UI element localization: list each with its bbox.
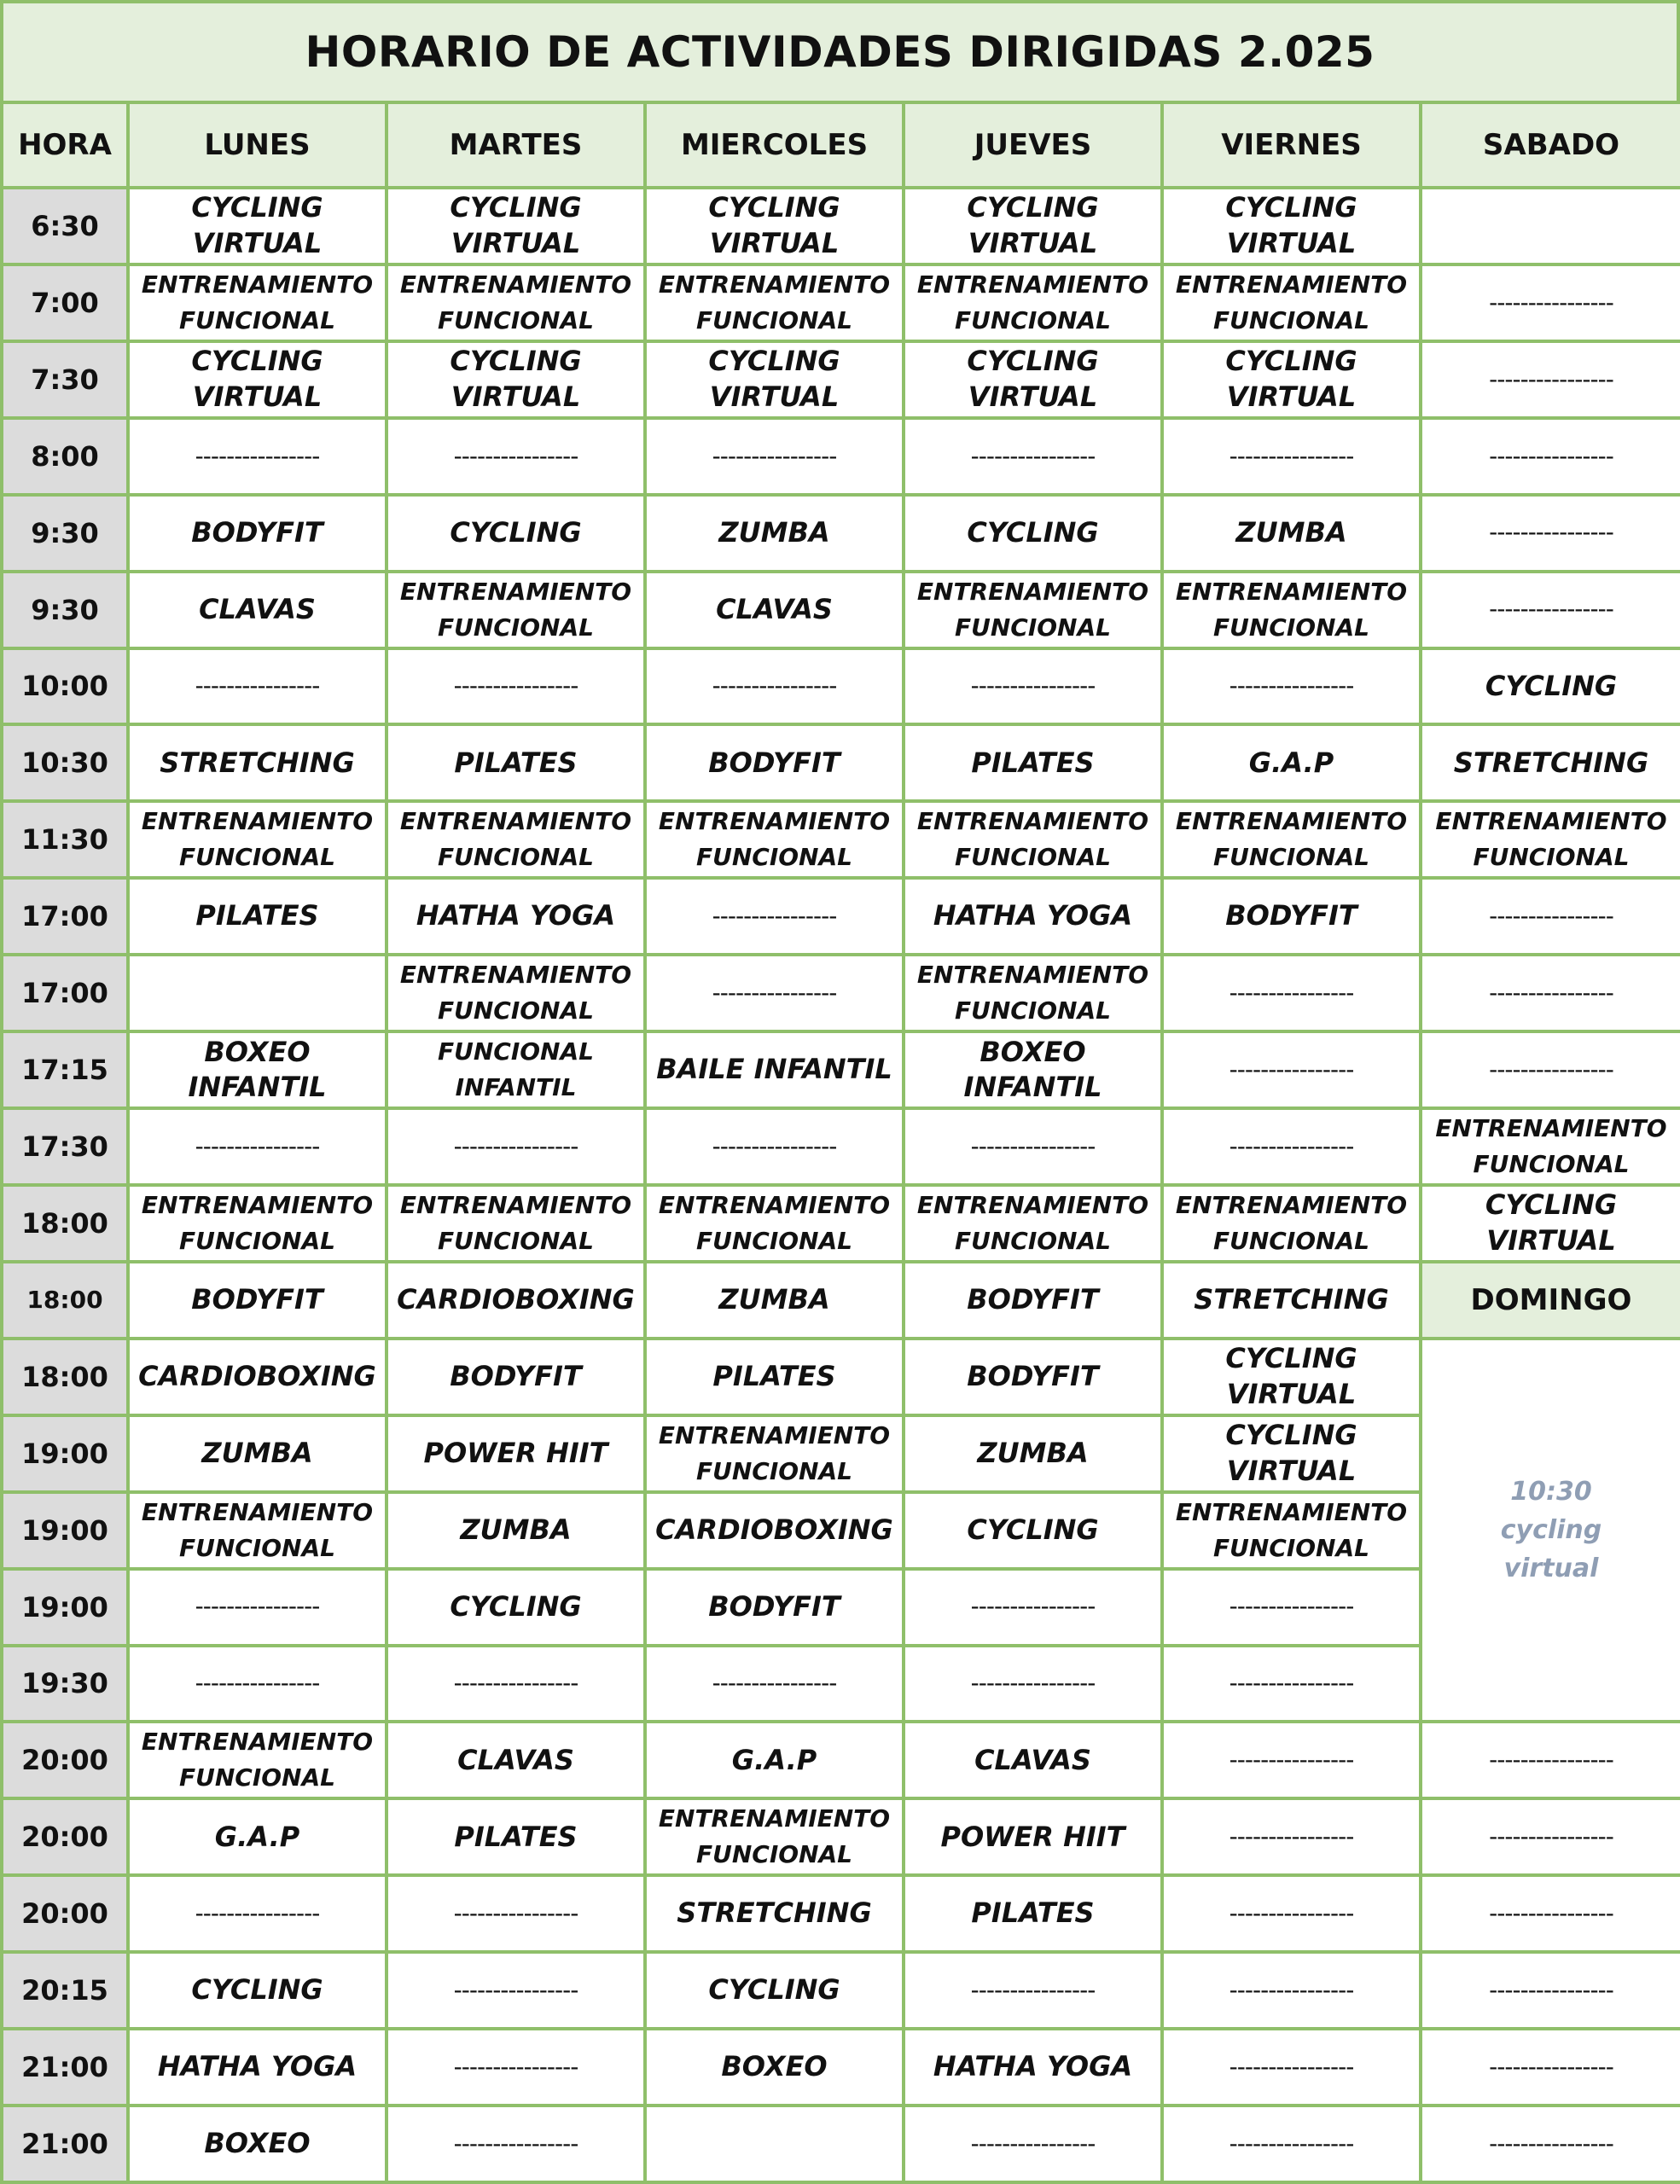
hora-cell: 17:30 [2, 1108, 128, 1185]
cell-jueves: ENTRENAMIENTO FUNCIONAL [904, 955, 1162, 1031]
domingo-note-text: 10:30 cycling virtual [1500, 1477, 1602, 1584]
cell-jueves: ---------------- [904, 1952, 1162, 2029]
cell-sabado: ---------------- [1421, 1875, 1680, 1952]
cell-viernes: ---------------- [1162, 2106, 1421, 2182]
table-row [2, 495, 1680, 572]
header-row [2, 102, 1680, 188]
cell-sabado [1421, 188, 1680, 264]
cell-miercoles: BAILE INFANTIL [645, 1031, 904, 1108]
cell-viernes: ENTRENAMIENTO FUNCIONAL [1162, 1185, 1421, 1262]
cell-lunes [128, 955, 387, 1031]
cell-miercoles: ENTRENAMIENTO FUNCIONAL [645, 1798, 904, 1875]
header-martes: MARTES [387, 102, 645, 188]
cell-sabado: ---------------- [1421, 2106, 1680, 2182]
title-bar [0, 0, 1680, 104]
cell-viernes: ZUMBA [1162, 495, 1421, 572]
cell-martes: ENTRENAMIENTO FUNCIONAL [387, 801, 645, 878]
cell-sabado: ---------------- [1421, 572, 1680, 648]
cell-viernes: ---------------- [1162, 1952, 1421, 2029]
table-row [2, 1262, 1680, 1339]
cell-miercoles: PILATES [645, 1339, 904, 1415]
schedule-body [2, 188, 1680, 2182]
cell-jueves: ENTRENAMIENTO FUNCIONAL [904, 572, 1162, 648]
cell-miercoles: CYCLING [645, 1952, 904, 2029]
cell-jueves: ---------------- [904, 648, 1162, 725]
cell-lunes: ---------------- [128, 1569, 387, 1646]
cell-lunes: CYCLING VIRTUAL [128, 188, 387, 264]
table-row [2, 724, 1680, 801]
cell-martes: PILATES [387, 724, 645, 801]
hora-cell: 8:00 [2, 418, 128, 495]
cell-viernes: BODYFIT [1162, 878, 1421, 955]
cell-miercoles: G.A.P [645, 1722, 904, 1798]
cell-martes: ---------------- [387, 418, 645, 495]
table-row [2, 1108, 1680, 1185]
cell-jueves: ---------------- [904, 1108, 1162, 1185]
table-row [2, 2106, 1680, 2182]
cell-martes: CLAVAS [387, 1722, 645, 1798]
hora-cell: 17:00 [2, 955, 128, 1031]
hora-cell: 20:00 [2, 1875, 128, 1952]
cell-miercoles: BODYFIT [645, 724, 904, 801]
table-row [2, 572, 1680, 648]
cell-sabado: STRETCHING [1421, 724, 1680, 801]
cell-jueves: CYCLING VIRTUAL [904, 341, 1162, 418]
cell-martes: CYCLING VIRTUAL [387, 188, 645, 264]
cell-lunes: ---------------- [128, 418, 387, 495]
cell-martes: BODYFIT [387, 1339, 645, 1415]
cell-martes: ENTRENAMIENTO FUNCIONAL [387, 955, 645, 1031]
cell-viernes: CYCLING VIRTUAL [1162, 341, 1421, 418]
cell-sabado: ---------------- [1421, 2029, 1680, 2106]
cell-lunes: ZUMBA [128, 1415, 387, 1492]
cell-miercoles: ENTRENAMIENTO FUNCIONAL [645, 264, 904, 341]
cell-lunes: G.A.P [128, 1798, 387, 1875]
cell-sabado: ---------------- [1421, 1798, 1680, 1875]
cell-sabado: ---------------- [1421, 1722, 1680, 1798]
cell-jueves: CYCLING [904, 495, 1162, 572]
cell-martes: ---------------- [387, 1875, 645, 1952]
header-miercoles: MIERCOLES [645, 102, 904, 188]
cell-sabado: ---------------- [1421, 495, 1680, 572]
domingo-note [1421, 1339, 1680, 1722]
hora-cell: 17:15 [2, 1031, 128, 1108]
cell-martes: CYCLING VIRTUAL [387, 341, 645, 418]
header-lunes: LUNES [128, 102, 387, 188]
cell-lunes: CARDIOBOXING [128, 1339, 387, 1415]
cell-viernes: ENTRENAMIENTO FUNCIONAL [1162, 801, 1421, 878]
cell-martes: HATHA YOGA [387, 878, 645, 955]
cell-miercoles: ZUMBA [645, 495, 904, 572]
table-row [2, 2029, 1680, 2106]
cell-lunes: STRETCHING [128, 724, 387, 801]
cell-jueves: ENTRENAMIENTO FUNCIONAL [904, 1185, 1162, 1262]
cell-lunes: ---------------- [128, 1108, 387, 1185]
cell-miercoles: ---------------- [645, 878, 904, 955]
cell-lunes: ENTRENAMIENTO FUNCIONAL [128, 1185, 387, 1262]
cell-jueves: ---------------- [904, 1646, 1162, 1722]
cell-miercoles: ---------------- [645, 955, 904, 1031]
cell-jueves: PILATES [904, 724, 1162, 801]
cell-miercoles: ---------------- [645, 418, 904, 495]
cell-martes: CARDIOBOXING [387, 1262, 645, 1339]
cell-viernes: CYCLING VIRTUAL [1162, 1415, 1421, 1492]
cell-lunes: CYCLING [128, 1952, 387, 2029]
hora-cell: 10:30 [2, 724, 128, 801]
cell-jueves: CYCLING VIRTUAL [904, 188, 1162, 264]
cell-jueves: BOXEO INFANTIL [904, 1031, 1162, 1108]
cell-jueves: BODYFIT [904, 1262, 1162, 1339]
cell-sabado: CYCLING [1421, 648, 1680, 725]
cell-lunes: BODYFIT [128, 495, 387, 572]
cell-viernes: ---------------- [1162, 648, 1421, 725]
header-jueves: JUEVES [904, 102, 1162, 188]
cell-lunes: ENTRENAMIENTO FUNCIONAL [128, 264, 387, 341]
header-viernes: VIERNES [1162, 102, 1421, 188]
cell-martes: CYCLING [387, 1569, 645, 1646]
domingo-header: DOMINGO [1421, 1262, 1680, 1339]
cell-miercoles [645, 2106, 904, 2182]
cell-viernes: G.A.P [1162, 724, 1421, 801]
cell-viernes: CYCLING VIRTUAL [1162, 188, 1421, 264]
cell-jueves: PILATES [904, 1875, 1162, 1952]
table-row [2, 341, 1680, 418]
cell-miercoles: BODYFIT [645, 1569, 904, 1646]
cell-viernes: ENTRENAMIENTO FUNCIONAL [1162, 264, 1421, 341]
table-row [2, 1875, 1680, 1952]
cell-jueves: ---------------- [904, 2106, 1162, 2182]
cell-viernes: ENTRENAMIENTO FUNCIONAL [1162, 1492, 1421, 1569]
cell-viernes: ---------------- [1162, 1798, 1421, 1875]
cell-jueves: HATHA YOGA [904, 878, 1162, 955]
table-row [2, 1031, 1680, 1108]
hora-cell: 9:30 [2, 572, 128, 648]
cell-viernes: ---------------- [1162, 1031, 1421, 1108]
page-title: HORARIO DE ACTIVIDADES DIRIGIDAS 2.025 [305, 27, 1375, 77]
cell-viernes: ---------------- [1162, 955, 1421, 1031]
cell-jueves: BODYFIT [904, 1339, 1162, 1415]
cell-jueves: CLAVAS [904, 1722, 1162, 1798]
hora-cell: 20:00 [2, 1722, 128, 1798]
cell-miercoles: ENTRENAMIENTO FUNCIONAL [645, 1185, 904, 1262]
cell-jueves: HATHA YOGA [904, 2029, 1162, 2106]
cell-lunes: ---------------- [128, 1875, 387, 1952]
hora-cell: 19:00 [2, 1492, 128, 1569]
hora-cell: 6:30 [2, 188, 128, 264]
header-hora: HORA [2, 102, 128, 188]
cell-miercoles: CARDIOBOXING [645, 1492, 904, 1569]
cell-miercoles: ENTRENAMIENTO FUNCIONAL [645, 1415, 904, 1492]
cell-sabado: ---------------- [1421, 418, 1680, 495]
hora-cell: 19:30 [2, 1646, 128, 1722]
table-row [2, 1798, 1680, 1875]
cell-lunes: PILATES [128, 878, 387, 955]
cell-miercoles: ZUMBA [645, 1262, 904, 1339]
cell-viernes: ---------------- [1162, 1646, 1421, 1722]
cell-lunes: HATHA YOGA [128, 2029, 387, 2106]
cell-martes: ENTRENAMIENTO FUNCIONAL [387, 572, 645, 648]
cell-viernes: ---------------- [1162, 1875, 1421, 1952]
table-row [2, 801, 1680, 878]
cell-lunes: ENTRENAMIENTO FUNCIONAL [128, 1722, 387, 1798]
table-row [2, 955, 1680, 1031]
cell-miercoles: ---------------- [645, 648, 904, 725]
hora-cell: 9:30 [2, 495, 128, 572]
cell-lunes: ENTRENAMIENTO FUNCIONAL [128, 1492, 387, 1569]
cell-miercoles: BOXEO [645, 2029, 904, 2106]
cell-martes: ---------------- [387, 2029, 645, 2106]
header-sabado: SABADO [1421, 102, 1680, 188]
cell-sabado: CYCLING VIRTUAL [1421, 1185, 1680, 1262]
cell-sabado: ---------------- [1421, 878, 1680, 955]
cell-lunes: ENTRENAMIENTO FUNCIONAL [128, 801, 387, 878]
cell-viernes: ---------------- [1162, 1569, 1421, 1646]
cell-martes: ---------------- [387, 2106, 645, 2182]
cell-miercoles: ---------------- [645, 1646, 904, 1722]
cell-martes: ENTRENAMIENTO FUNCIONAL [387, 1185, 645, 1262]
cell-jueves: ---------------- [904, 1569, 1162, 1646]
cell-viernes: ---------------- [1162, 1722, 1421, 1798]
table-row [2, 188, 1680, 264]
cell-miercoles: CLAVAS [645, 572, 904, 648]
table-row [2, 1952, 1680, 2029]
table-row [2, 264, 1680, 341]
hora-cell: 20:00 [2, 1798, 128, 1875]
hora-cell: 19:00 [2, 1415, 128, 1492]
cell-lunes: CLAVAS [128, 572, 387, 648]
table-row [2, 878, 1680, 955]
schedule-table [0, 101, 1680, 2184]
cell-miercoles: CYCLING VIRTUAL [645, 188, 904, 264]
cell-lunes: ---------------- [128, 1646, 387, 1722]
cell-miercoles: CYCLING VIRTUAL [645, 341, 904, 418]
cell-sabado: ENTRENAMIENTO FUNCIONAL [1421, 801, 1680, 878]
hora-cell: 20:15 [2, 1952, 128, 2029]
cell-sabado: ---------------- [1421, 341, 1680, 418]
table-row [2, 1185, 1680, 1262]
table-row [2, 648, 1680, 725]
cell-jueves: ENTRENAMIENTO FUNCIONAL [904, 264, 1162, 341]
cell-lunes: ---------------- [128, 648, 387, 725]
cell-viernes: ---------------- [1162, 1108, 1421, 1185]
cell-martes: PILATES [387, 1798, 645, 1875]
cell-jueves: ENTRENAMIENTO FUNCIONAL [904, 801, 1162, 878]
cell-martes: ---------------- [387, 1646, 645, 1722]
cell-martes: POWER HIIT [387, 1415, 645, 1492]
cell-sabado: ENTRENAMIENTO FUNCIONAL [1421, 1108, 1680, 1185]
hora-cell: 21:00 [2, 2106, 128, 2182]
table-row [2, 418, 1680, 495]
table-row [2, 1339, 1680, 1415]
cell-miercoles: STRETCHING [645, 1875, 904, 1952]
cell-sabado: ---------------- [1421, 1952, 1680, 2029]
cell-lunes: BOXEO [128, 2106, 387, 2182]
cell-viernes: CYCLING VIRTUAL [1162, 1339, 1421, 1415]
hora-cell: 7:30 [2, 341, 128, 418]
cell-viernes: ---------------- [1162, 2029, 1421, 2106]
cell-martes: ZUMBA [387, 1492, 645, 1569]
hora-cell: 7:00 [2, 264, 128, 341]
hora-cell: 17:00 [2, 878, 128, 955]
cell-martes: ENTRENAMIENTO FUNCIONAL [387, 264, 645, 341]
cell-jueves: ---------------- [904, 418, 1162, 495]
hora-cell: 21:00 [2, 2029, 128, 2106]
cell-jueves: ZUMBA [904, 1415, 1162, 1492]
cell-lunes: CYCLING VIRTUAL [128, 341, 387, 418]
cell-miercoles: ENTRENAMIENTO FUNCIONAL [645, 801, 904, 878]
cell-sabado: ---------------- [1421, 264, 1680, 341]
cell-jueves: CYCLING [904, 1492, 1162, 1569]
cell-martes: ---------------- [387, 1108, 645, 1185]
table-row [2, 1722, 1680, 1798]
cell-martes: FUNCIONAL INFANTIL [387, 1031, 645, 1108]
hora-cell: 18:00 [2, 1339, 128, 1415]
cell-martes: ---------------- [387, 648, 645, 725]
cell-sabado: ---------------- [1421, 1031, 1680, 1108]
cell-viernes: STRETCHING [1162, 1262, 1421, 1339]
cell-martes: CYCLING [387, 495, 645, 572]
cell-sabado: ---------------- [1421, 955, 1680, 1031]
cell-jueves: POWER HIIT [904, 1798, 1162, 1875]
hora-cell: 18:00 [2, 1262, 128, 1339]
cell-lunes: BODYFIT [128, 1262, 387, 1339]
cell-miercoles: ---------------- [645, 1108, 904, 1185]
hora-cell: 10:00 [2, 648, 128, 725]
hora-cell: 18:00 [2, 1185, 128, 1262]
hora-cell: 19:00 [2, 1569, 128, 1646]
hora-cell: 11:30 [2, 801, 128, 878]
cell-viernes: ---------------- [1162, 418, 1421, 495]
cell-martes: ---------------- [387, 1952, 645, 2029]
cell-lunes: BOXEO INFANTIL [128, 1031, 387, 1108]
cell-viernes: ENTRENAMIENTO FUNCIONAL [1162, 572, 1421, 648]
